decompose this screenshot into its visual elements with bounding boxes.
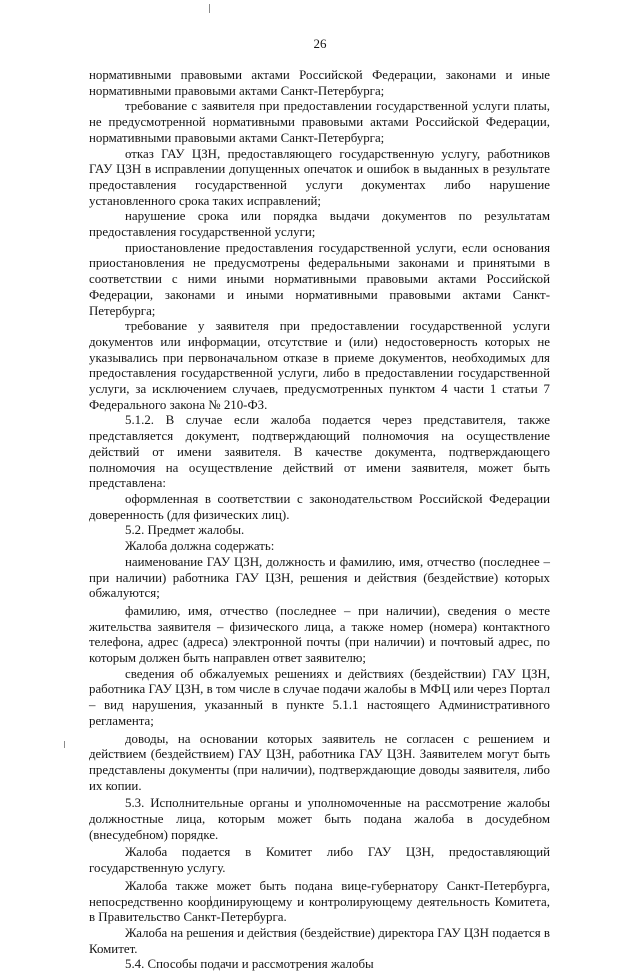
section-heading: 5.2. Предмет жалобы.: [125, 523, 245, 538]
paragraph: Жалоба подается в Комитет либо ГАУ ЦЗН, предоставляющий государственную услугу.: [89, 845, 550, 876]
paragraph: Жалоба также может быть подана вице-губернатору Санкт-Петербурга, непосредственно координирующему и контролирующему деятельность Комитета, в Правительство Санкт-Петербурга.: [89, 878, 550, 925]
paragraph: наименование ГАУ ЦЗН, должность и фамилию, имя, отчество (последнее – при наличии) работника ГАУ ЦЗН, решения и действия (бездействие) которых обжалуются;: [89, 554, 550, 601]
section-heading: 5.4. Способы подачи и рассмотрения жалобы: [125, 957, 374, 972]
scan-mark: [209, 4, 210, 13]
scan-mark: [64, 741, 65, 748]
paragraph: оформленная в соответствии с законодательством Российской Федерации доверенность (для физических лиц).: [89, 491, 550, 522]
paragraph: требование с заявителя при предоставлении государственной услуги платы, не предусмотренной нормативными правовыми актами Российской Федерации, нормативными правовыми актами Санкт-Петербурга;: [89, 99, 550, 145]
paragraph: Жалоба должна содержать:: [125, 539, 275, 554]
paragraph: 5.1.2. В случае если жалоба подается через представителя, также представляется документ, подтверждающий полномочия на осуществление действий от имени заявителя. В качестве документа, подтверждающего полномочия на осуществление действий от имени заявителя, может быть представлена:: [89, 413, 550, 491]
paragraph: Жалоба на решения и действия (бездействие) директора ГАУ ЦЗН подается в Комитет.: [89, 925, 550, 956]
paragraph: приостановление предоставления государственной услуги, если основания приостановления не предусмотрены федеральными законами и принятыми в соответствии с ними иными нормативными правовыми актами Российской Федерации, законами и иными нормативными правовыми актами Санкт-Петербурга;: [89, 240, 550, 318]
page-number: 26: [313, 36, 327, 51]
paragraph: сведения об обжалуемых решениях и действиях (бездействии) ГАУ ЦЗН, работника ГАУ ЦЗН, в том числе в случае подачи жалобы в МФЦ или через Портал – вид нарушения, указанный в пункте 5.1.1 настоящего Административного регламента;: [89, 666, 550, 728]
paragraph: нарушение срока или порядка выдачи документов по результатам предоставления государственной услуги;: [89, 209, 550, 240]
document-body: [89, 68, 550, 973]
paragraph: доводы, на основании которых заявитель не согласен с решением и действием (бездействием) ГАУ ЦЗН, работника ГАУ ЦЗН. Заявителем могут быть представлены документы (при наличии), подтверждающие доводы заявителя, либо их копии.: [89, 731, 550, 793]
section-heading: 5.3. Исполнительные органы и уполномоченные на рассмотрение жалобы должностные лица, которым может быть подана жалоба в досудебном (внесудебном) порядке.: [89, 796, 550, 842]
paragraph: отказ ГАУ ЦЗН, предоставляющего государственную услугу, работников ГАУ ЦЗН в исправлении допущенных опечаток и ошибок в выданных в результате предоставления государственной услуги документах либо нарушение установленного срока таких исправлений;: [89, 146, 550, 208]
paragraph: требование у заявителя при предоставлении государственной услуги документов или информации, отсутствие и (или) недостоверность которых не указывались при первоначальном отказе в приеме документов, необходимых для предоставления государственной услуги, либо в предоставлении государственной услуги, за исключением случаев, предусмотренных пунктом 4 части 1 статьи 7 Федерального закона № 210-ФЗ.: [89, 319, 550, 412]
paragraph: нормативными правовыми актами Российской Федерации, законами и иные нормативными правовыми актами Санкт-Петербурга;: [89, 68, 550, 98]
paragraph: фамилию, имя, отчество (последнее – при наличии), сведения о месте жительства заявителя – физического лица, а также номер (номера) контактного телефона, адрес (адреса) электронной почты (при наличии) и почтовый адрес, по которым должен быть направлен ответ заявителю;: [89, 603, 550, 666]
